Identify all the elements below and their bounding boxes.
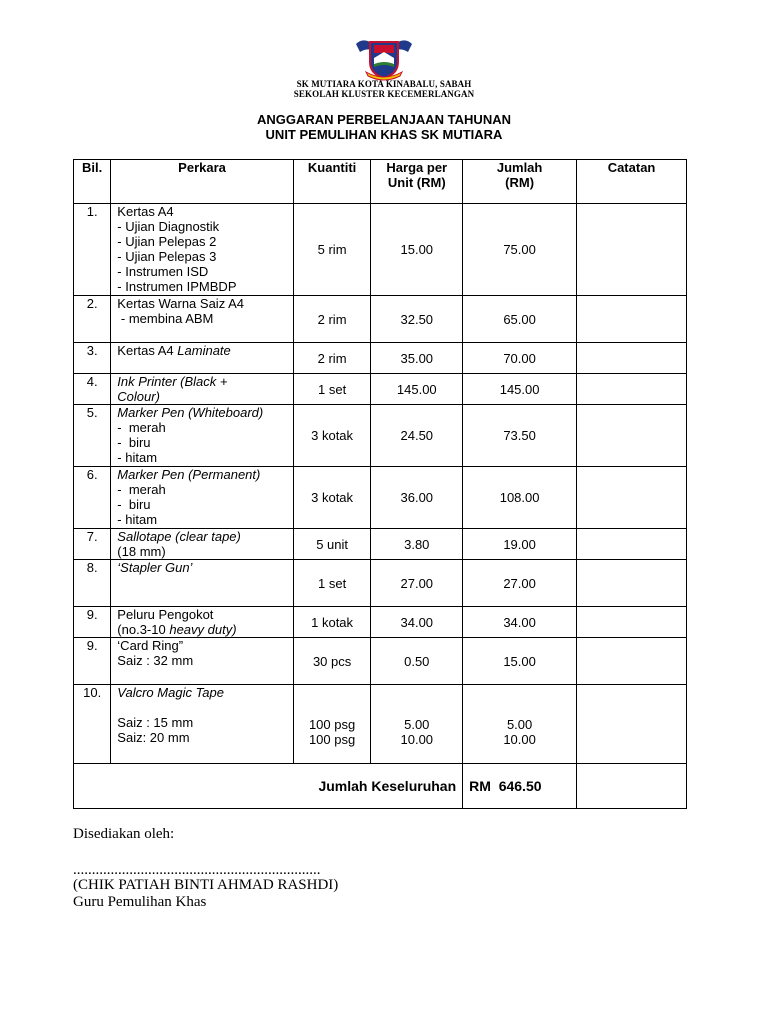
quantity: 3 kotak (293, 467, 371, 529)
row-number: 8. (74, 560, 111, 607)
item-description: Kertas A4 - Ujian Diagnostik - Ujian Pelepas 2 - Ujian Pelepas 3 - Instrumen ISD - Instrumen IPMBDP (111, 204, 293, 296)
item-description: ‘Stapler Gun’ (111, 560, 293, 607)
line-total: 27.00 (463, 560, 577, 607)
column-header-bil: Bil. (74, 160, 111, 204)
note (577, 296, 687, 343)
item-description: Kertas Warna Saiz A4 - membina ABM (111, 296, 293, 343)
note (577, 467, 687, 529)
row-number: 2. (74, 296, 111, 343)
note (577, 204, 687, 296)
line-total: 19.00 (463, 529, 577, 560)
quantity: 2 rim (293, 296, 371, 343)
note (577, 560, 687, 607)
quantity: 30 pcs (293, 638, 371, 685)
note (577, 374, 687, 405)
unit-price: 35.00 (371, 343, 463, 374)
line-total: 34.00 (463, 607, 577, 638)
line-total: 73.50 (463, 405, 577, 467)
note (577, 405, 687, 467)
line-total: 145.00 (463, 374, 577, 405)
table-row (74, 204, 687, 296)
quantity: 100 psg 100 psg (293, 685, 371, 764)
budget-table (73, 159, 687, 809)
row-number: 4. (74, 374, 111, 405)
quantity: 5 rim (293, 204, 371, 296)
row-number: 9. (74, 638, 111, 685)
row-number: 6. (74, 467, 111, 529)
note (577, 529, 687, 560)
item-description: ‘Card Ring” Saiz : 32 mm (111, 638, 293, 685)
table-row (74, 296, 687, 343)
preparer-name: (CHIK PATIAH BINTI AHMAD RASHDI) (73, 877, 339, 893)
note (577, 685, 687, 764)
note (577, 607, 687, 638)
row-number: 1. (74, 204, 111, 296)
unit-price: 15.00 (371, 204, 463, 296)
quantity: 3 kotak (293, 405, 371, 467)
item-description: Marker Pen (Whiteboard) - merah - biru - hitam (111, 405, 293, 467)
document-subtitle: UNIT PEMULIHAN KHAS SK MUTIARA (265, 127, 503, 142)
item-description: Ink Printer (Black + Colour) (111, 374, 293, 405)
school-tagline: SEKOLAH KLUSTER KECEMERLANGAN (293, 89, 475, 99)
preparer-position: Guru Pemulihan Khas (73, 894, 207, 910)
grand-total-row (74, 764, 687, 809)
quantity: 1 kotak (293, 607, 371, 638)
unit-price: 27.00 (371, 560, 463, 607)
item-description: Marker Pen (Permanent) - merah - biru - hitam (111, 467, 293, 529)
table-row (74, 343, 687, 374)
unit-price: 5.00 10.00 (371, 685, 463, 764)
line-total: 65.00 (463, 296, 577, 343)
table-row (74, 467, 687, 529)
prepared-by-label: Disediakan oleh: (73, 826, 175, 842)
table-row (74, 374, 687, 405)
row-number: 3. (74, 343, 111, 374)
line-total: 5.00 10.00 (463, 685, 577, 764)
line-total: 15.00 (463, 638, 577, 685)
note (577, 638, 687, 685)
row-number: 7. (74, 529, 111, 560)
table-row (74, 685, 687, 764)
unit-price: 0.50 (371, 638, 463, 685)
item-description: Kertas A4 Laminate (111, 343, 293, 374)
note (577, 764, 687, 809)
unit-price: 24.50 (371, 405, 463, 467)
table-row (74, 560, 687, 607)
quantity: 5 unit (293, 529, 371, 560)
unit-price: 34.00 (371, 607, 463, 638)
unit-price: 32.50 (371, 296, 463, 343)
item-description: Valcro Magic Tape Saiz : 15 mm Saiz: 20 mm (111, 685, 293, 764)
unit-price: 145.00 (371, 374, 463, 405)
item-description: Sallotape (clear tape) (18 mm) (111, 529, 293, 560)
quantity: 2 rim (293, 343, 371, 374)
column-header-perkara: Perkara (111, 160, 293, 204)
line-total: 70.00 (463, 343, 577, 374)
column-header-jumlah: Jumlah (RM) (463, 160, 577, 204)
grand-total-label: Jumlah Keseluruhan (74, 764, 463, 809)
unit-price: 3.80 (371, 529, 463, 560)
item-description: Peluru Pengokot (no.3-10 heavy duty) (111, 607, 293, 638)
row-number: 5. (74, 405, 111, 467)
table-row (74, 405, 687, 467)
column-header-kuantiti: Kuantiti (293, 160, 371, 204)
table-row (74, 607, 687, 638)
school-crest-icon (352, 36, 416, 82)
document-title: ANGGARAN PERBELANJAAN TAHUNAN (257, 112, 511, 127)
table-row (74, 529, 687, 560)
unit-price: 36.00 (371, 467, 463, 529)
row-number: 9. (74, 607, 111, 638)
line-total: 75.00 (463, 204, 577, 296)
signature-line: .................................................................. (73, 862, 321, 878)
note (577, 343, 687, 374)
grand-total-value: RM 646.50 (463, 764, 577, 809)
table-header-row (74, 160, 687, 204)
column-header-harga: Harga per Unit (RM) (371, 160, 463, 204)
column-header-catatan: Catatan (577, 160, 687, 204)
quantity: 1 set (293, 374, 371, 405)
row-number: 10. (74, 685, 111, 764)
line-total: 108.00 (463, 467, 577, 529)
table-row (74, 638, 687, 685)
quantity: 1 set (293, 560, 371, 607)
school-name: SK MUTIARA KOTA KINABALU, SABAH (296, 79, 472, 89)
